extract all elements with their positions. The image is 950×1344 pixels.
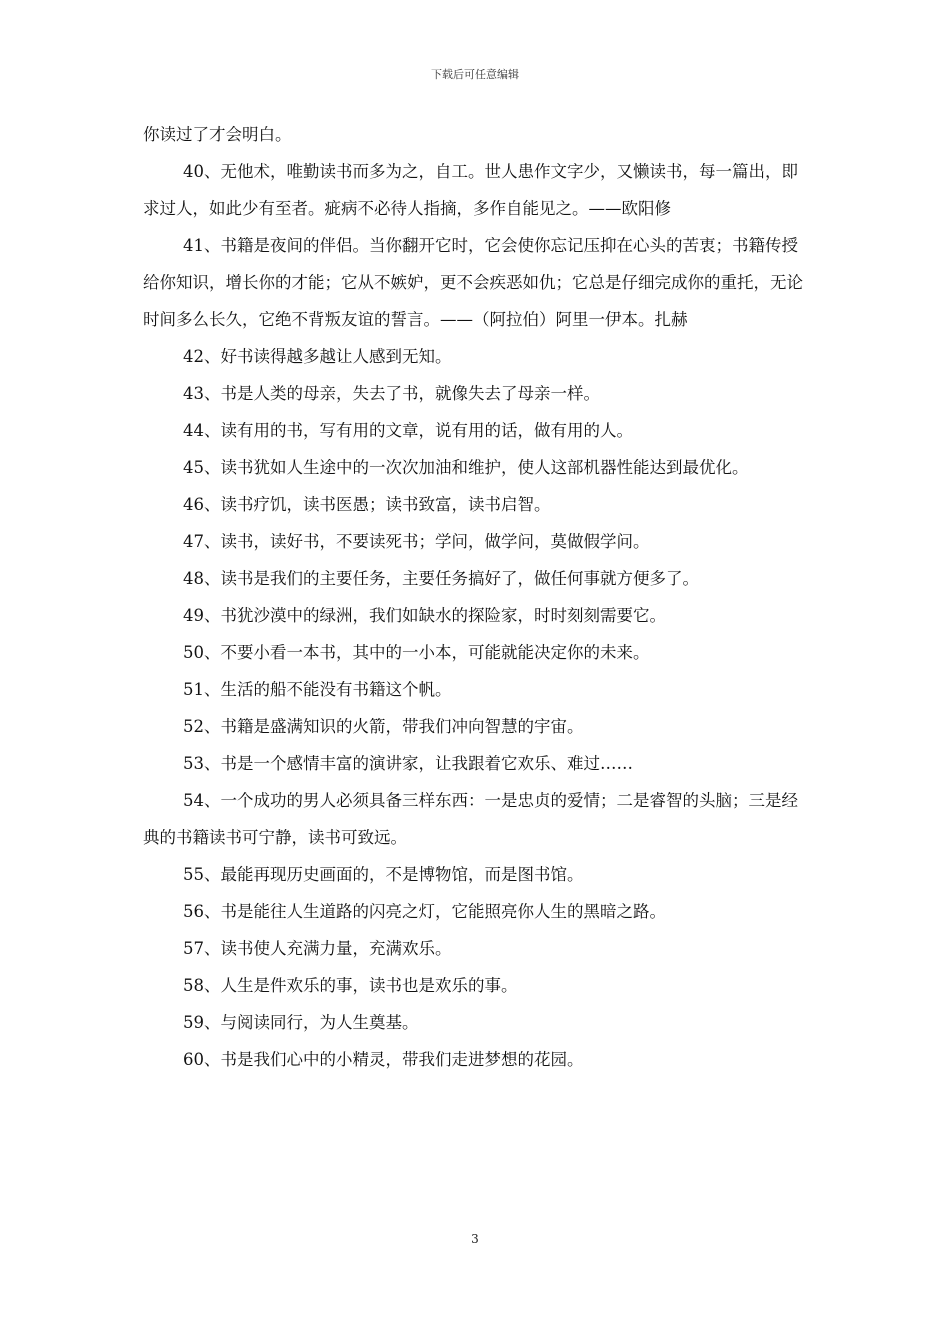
paragraph: 50、不要小看一本书，其中的一小本，可能就能决定你的未来。 [183,643,650,662]
paragraph: 51、生活的船不能没有书籍这个帆。 [183,680,452,699]
paragraph: 48、读书是我们的主要任务，主要任务搞好了，做任何事就方便多了。 [183,569,699,588]
paragraph: 49、书犹沙漠中的绿洲，我们如缺水的探险家，时时刻刻需要它。 [183,606,666,625]
paragraph: 55、最能再现历史画面的，不是博物馆，而是图书馆。 [183,865,584,884]
page-number: 3 [471,1232,479,1246]
paragraph: 52、书籍是盛满知识的火箭，带我们冲向智慧的宇宙。 [183,717,584,736]
paragraph: 58、人生是件欢乐的事，读书也是欢乐的事。 [183,976,518,995]
document-body [143,116,811,1078]
paragraph: 你读过了才会明白。 [143,125,292,144]
paragraph: 45、读书犹如人生途中的一次次加油和维护，使人这部机器性能达到最优化。 [183,458,749,477]
paragraph: 46、读书疗饥，读书医愚；读书致富，读书启智。 [183,495,551,514]
paragraph: 41、书籍是夜间的伴侣。当你翻开它时，它会使你忘记压抑在心头的苦衷；书籍传授给你知识，增长你的才能；它从不嫉妒，更不会疾恶如仇；它总是仔细完成你的重托，无论时间多么长久，它绝不背叛友谊的誓言。——（阿拉伯）阿里一伊本。扎赫 [143,236,803,329]
paragraph: 60、书是我们心中的小精灵，带我们走进梦想的花园。 [183,1050,584,1069]
page-header: 下载后可任意编辑 [431,68,519,81]
paragraph: 57、读书使人充满力量，充满欢乐。 [183,939,452,958]
paragraph: 47、读书，读好书，不要读死书；学问，做学问，莫做假学问。 [183,532,650,551]
paragraph: 56、书是能往人生道路的闪亮之灯，它能照亮你人生的黑暗之路。 [183,902,666,921]
paragraph: 53、书是一个感情丰富的演讲家，让我跟着它欢乐、难过…… [183,754,633,773]
paragraph: 42、好书读得越多越让人感到无知。 [183,347,452,366]
paragraph: 54、一个成功的男人必须具备三样东西：一是忠贞的爱情；二是睿智的头脑；三是经典的书籍读书可宁静，读书可致远。 [143,791,798,847]
paragraph: 40、无他术，唯勤读书而多为之，自工。世人患作文字少，又懒读书，每一篇出，即求过人，如此少有至者。疵病不必待人指摘，多作自能见之。——欧阳修 [143,162,798,218]
paragraph: 59、与阅读同行，为人生奠基。 [183,1013,419,1032]
paragraph: 43、书是人类的母亲，失去了书，就像失去了母亲一样。 [183,384,600,403]
paragraph: 44、读有用的书，写有用的文章，说有用的话，做有用的人。 [183,421,633,440]
